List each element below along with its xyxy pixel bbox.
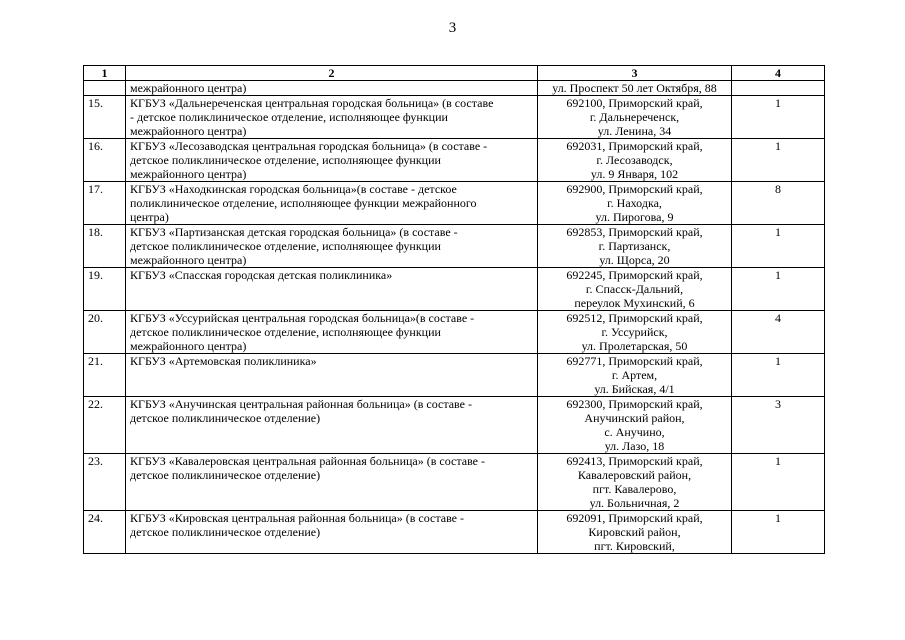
header-col-4: 4 xyxy=(732,66,825,81)
header-col-2: 2 xyxy=(126,66,538,81)
row-number: 15. xyxy=(84,96,126,139)
table-row xyxy=(84,354,825,397)
facility-name: КГБУЗ «Спасская городская детская поликлиника» xyxy=(126,268,538,311)
facility-count: 1 xyxy=(732,454,825,511)
facility-address: 692091, Приморский край, Кировский район, пгт. Кировский, xyxy=(538,511,732,554)
facility-address: 692771, Приморский край, г. Артем, ул. Бийская, 4/1 xyxy=(538,354,732,397)
facility-name: КГБУЗ «Артемовская поликлиника» xyxy=(126,354,538,397)
facility-name: межрайонного центра) xyxy=(126,81,538,96)
facilities-table xyxy=(83,65,825,554)
facility-count: 1 xyxy=(732,354,825,397)
header-col-1: 1 xyxy=(84,66,126,81)
facility-name: КГБУЗ «Дальнереченская центральная городская больница» (в составе - детское поликлиническое отделение, исполняющее функции межрайонного центра) xyxy=(126,96,538,139)
facility-name: КГБУЗ «Лесозаводская центральная городская больница» (в составе - детское поликлиническое отделение, исполняющее функции межрайонного центра) xyxy=(126,139,538,182)
row-number: 16. xyxy=(84,139,126,182)
table-row xyxy=(84,311,825,354)
facility-name: КГБУЗ «Кировская центральная районная больница» (в составе - детское поликлиническое отделение) xyxy=(126,511,538,554)
header-col-3: 3 xyxy=(538,66,732,81)
facility-name: КГБУЗ «Кавалеровская центральная районная больница» (в составе - детское поликлиническое отделение) xyxy=(126,454,538,511)
table-row xyxy=(84,81,825,96)
facility-count: 4 xyxy=(732,311,825,354)
row-number: 20. xyxy=(84,311,126,354)
row-number xyxy=(84,81,126,96)
facility-name: КГБУЗ «Уссурийская центральная городская больница»(в составе - детское поликлиническое отделение, исполняющее функции межрайонного центра) xyxy=(126,311,538,354)
facility-address: 692245, Приморский край, г. Спасск-Дальний, переулок Мухинский, 6 xyxy=(538,268,732,311)
facility-count: 3 xyxy=(732,397,825,454)
facility-address: 692853, Приморский край, г. Партизанск, ул. Щорса, 20 xyxy=(538,225,732,268)
facility-count: 8 xyxy=(732,182,825,225)
facility-address: 692512, Приморский край, г. Уссурийск, ул. Пролетарская, 50 xyxy=(538,311,732,354)
row-number: 18. xyxy=(84,225,126,268)
table-row xyxy=(84,139,825,182)
facility-count: 1 xyxy=(732,225,825,268)
facility-address: 692900, Приморский край, г. Находка, ул. Пирогова, 9 xyxy=(538,182,732,225)
facility-count xyxy=(732,81,825,96)
row-number: 21. xyxy=(84,354,126,397)
row-number: 22. xyxy=(84,397,126,454)
facility-address: 692300, Приморский край, Анучинский район, с. Анучино, ул. Лазо, 18 xyxy=(538,397,732,454)
facility-count: 1 xyxy=(732,96,825,139)
facility-count: 1 xyxy=(732,139,825,182)
table-row xyxy=(84,454,825,511)
facility-address: ул. Проспект 50 лет Октября, 88 xyxy=(538,81,732,96)
facility-count: 1 xyxy=(732,268,825,311)
table-row xyxy=(84,225,825,268)
facility-name: КГБУЗ «Находкинская городская больница»(в составе - детское поликлиническое отделение, исполняющее функции межрайонного центра) xyxy=(126,182,538,225)
row-number: 19. xyxy=(84,268,126,311)
table-header-row xyxy=(84,66,825,81)
table-row xyxy=(84,397,825,454)
facility-name: КГБУЗ «Анучинская центральная районная больница» (в составе - детское поликлиническое отделение) xyxy=(126,397,538,454)
facility-count: 1 xyxy=(732,511,825,554)
table-row xyxy=(84,511,825,554)
row-number: 17. xyxy=(84,182,126,225)
table-row xyxy=(84,268,825,311)
facility-address: 692031, Приморский край, г. Лесозаводск, ул. 9 Января, 102 xyxy=(538,139,732,182)
facility-name: КГБУЗ «Партизанская детская городская больница» (в составе - детское поликлиническое отделение, исполняющее функции межрайонного центра) xyxy=(126,225,538,268)
facility-address: 692100, Приморский край, г. Дальнереченск, ул. Ленина, 34 xyxy=(538,96,732,139)
table-row xyxy=(84,96,825,139)
row-number: 23. xyxy=(84,454,126,511)
row-number: 24. xyxy=(84,511,126,554)
page-number: 3 xyxy=(448,20,457,36)
facility-address: 692413, Приморский край, Кавалеровский район, пгт. Кавалерово, ул. Больничная, 2 xyxy=(538,454,732,511)
table-row xyxy=(84,182,825,225)
